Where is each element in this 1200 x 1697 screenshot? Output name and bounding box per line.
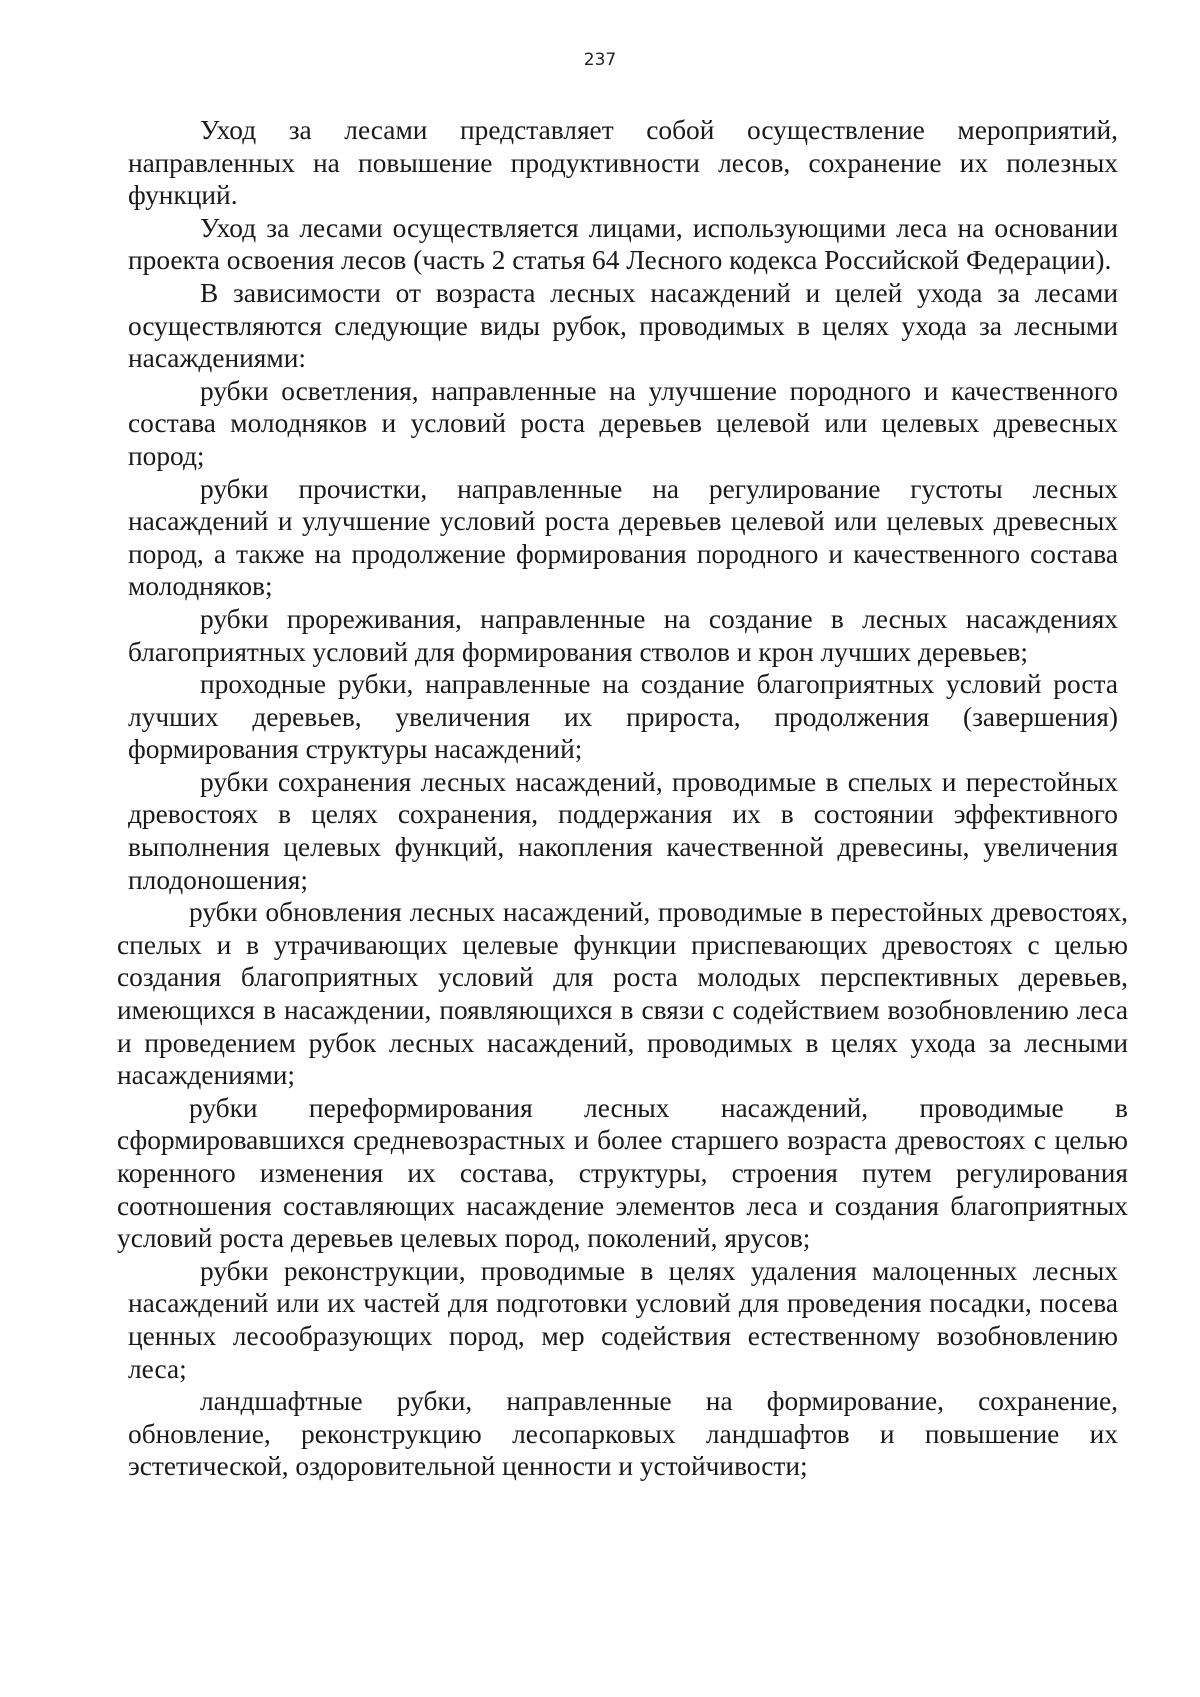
paragraph-forest-care-definition: Уход за лесами представляет собой осуществление мероприятий, направленных на повышение продуктивности лесов, сохранение их полезных функций. (128, 115, 1118, 211)
paragraph-cutting-types-intro: В зависимости от возраста лесных насаждений и целей ухода за лесами осуществляются следующие виды рубок, проводимых в целях ухода за лесными насаждениями: (128, 277, 1118, 374)
paragraph-forest-care-performers: Уход за лесами осуществляется лицами, использующими леса на основании проекта освоения лесов (часть 2 статья 64 Лесного кодекса Российской Федерации). (128, 212, 1118, 276)
page-number: 237 (583, 50, 617, 70)
paragraph-thinning-cuttings: рубки прореживания, направленные на создание в лесных насаждениях благоприятных условий для формирования стволов и крон лучших деревьев; (128, 603, 1118, 667)
paragraph-landscape-cuttings: ландшафтные рубки, направленные на формирование, сохранение, обновление, реконструкцию лесопарковых ландшафтов и повышение их эстетической, оздоровительной ценности и устойчивости; (128, 1386, 1118, 1482)
paragraph-renewal-cuttings: рубки обновления лесных насаждений, проводимые в перестойных древостоях, спелых и в утрачивающих целевые функции приспевающих древостоях с целью создания благоприятных условий для роста молодых перспективных деревьев, имеющихся в насаждении, появляющихся в связи с содействием возобновлению леса и проведением рубок лесных насаждений, проводимых в целях ухода за лесными насаждениями; (117, 897, 1128, 1091)
paragraph-cleaning-cuttings: рубки прочистки, направленные на регулирование густоты лесных насаждений и улучшение условий роста деревьев целевой или целевых древесных пород, а также на продолжение формирования породного и качественного состава молодняков; (128, 473, 1118, 602)
paragraph-clearing-cuttings: рубки осветления, направленные на улучшение породного и качественного состава молодняков и условий роста деревьев целевой или целевых древесных пород; (128, 375, 1118, 471)
paragraph-reconstruction-cuttings: рубки реконструкции, проводимые в целях удаления малоценных лесных насаждений или их частей для подготовки условий для проведения посадки, посева ценных лесообразующих пород, мер содействия естественному возобновлению леса; (128, 1255, 1118, 1384)
paragraph-passage-cuttings: проходные рубки, направленные на создание благоприятных условий роста лучших деревьев, увеличения их прироста, продолжения (завершения) формирования структуры насаждений; (128, 669, 1118, 765)
paragraph-reformation-cuttings: рубки переформирования лесных насаждений, проводимые в сформировавшихся средневозрастных и более старшего возраста древостоях с целью коренного изменения их состава, структуры, строения путем регулирования соотношения составляющих насаждение элементов леса и создания благоприятных условий роста деревьев целевых пород, поколений, ярусов; (117, 1092, 1128, 1254)
document-body (117, 114, 1128, 1483)
paragraph-preservation-cuttings: рубки сохранения лесных насаждений, проводимые в спелых и перестойных древостоях в целях сохранения, поддержания их в состоянии эффективного выполнения целевых функций, накопления качественной древесины, увеличения плодоношения; (128, 766, 1118, 895)
